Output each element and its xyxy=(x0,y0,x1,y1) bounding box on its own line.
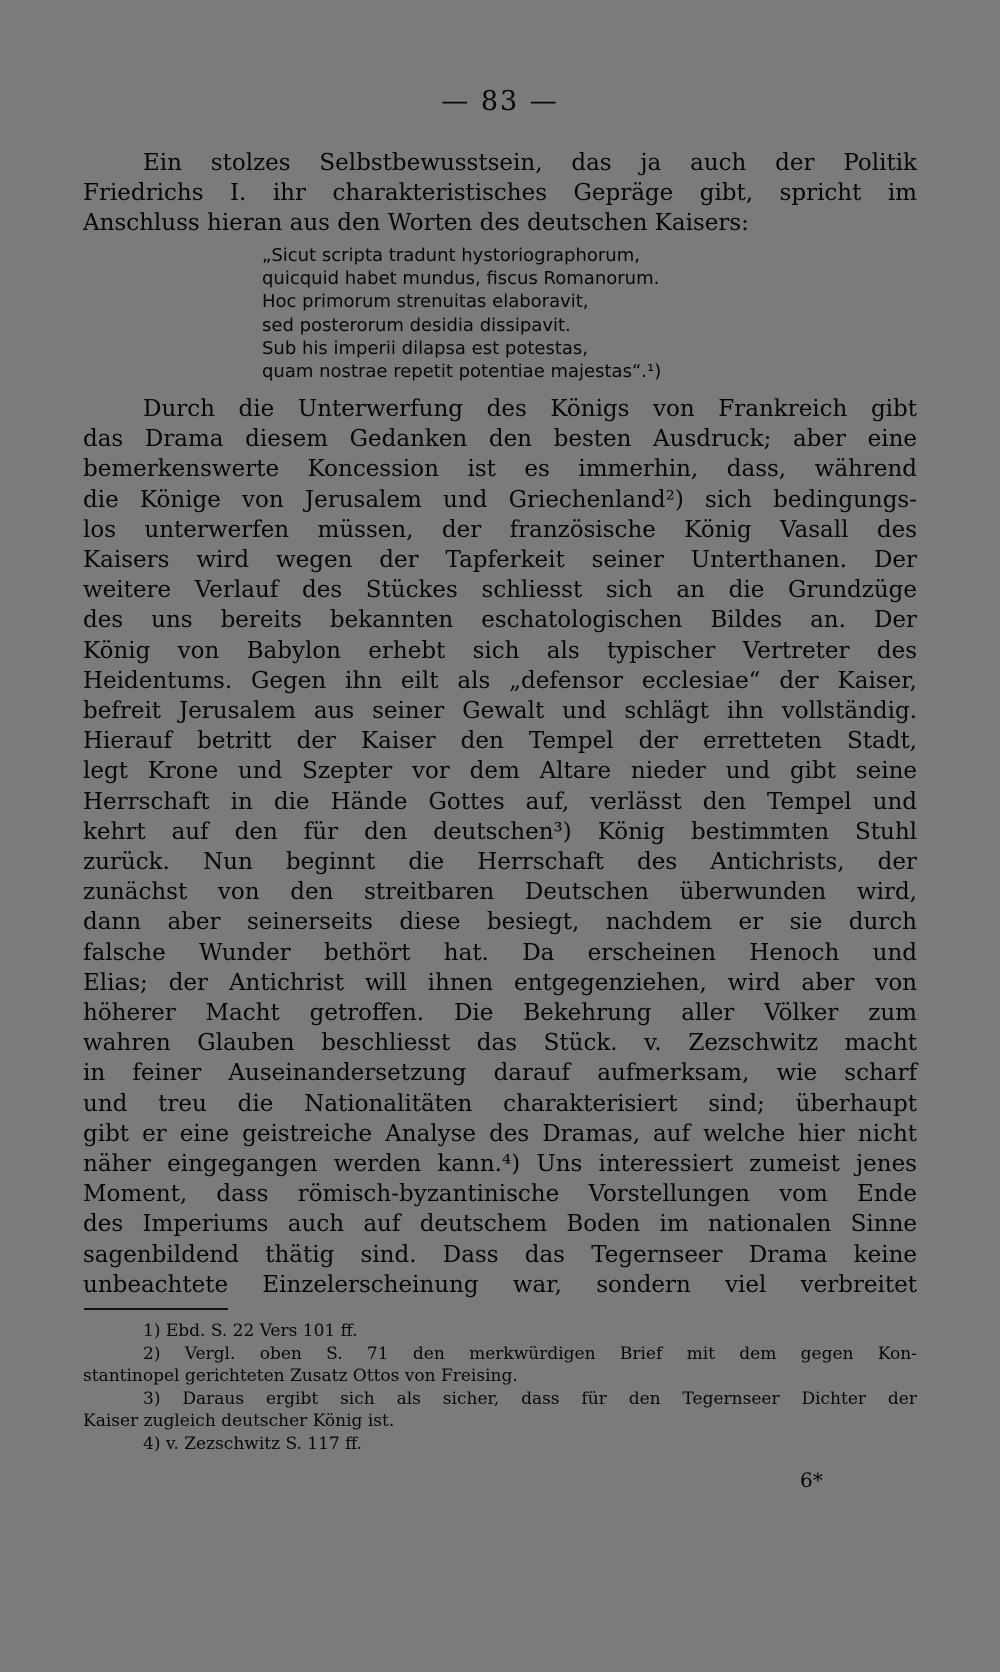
text-line: in feiner Auseinandersetzung darauf aufmerksam, wie scharf xyxy=(83,1060,917,1087)
text-line: das Drama diesem Gedanken den besten Ausdruck; aber eine xyxy=(83,426,917,453)
latin-verse-quote xyxy=(262,244,661,383)
verse-line: sed posterorum desidia dissipavit. xyxy=(262,314,571,336)
footnote: 1) Ebd. S. 22 Vers 101 ff. xyxy=(143,1321,358,1341)
page-number: — 83 — xyxy=(441,86,559,117)
text-line: höherer Macht getroffen. Die Bekehrung aller Völker zum xyxy=(83,1000,917,1027)
text-line: befreit Jerusalem aus seiner Gewalt und schlägt ihn vollständig. xyxy=(83,698,917,725)
verse-line: quicquid habet mundus, fiscus Romanorum. xyxy=(262,268,660,290)
text-line: Kaisers wird wegen der Tapferkeit seiner Unterthanen. Der xyxy=(83,547,917,574)
verse-line: Hoc primorum strenuitas elaboravit, xyxy=(262,291,589,313)
text-line: König von Babylon erhebt sich als typischer Vertreter des xyxy=(83,637,917,664)
signature-mark: 6* xyxy=(800,1468,823,1492)
text-line: Ein stolzes Selbstbewusstsein, das ja auch der Politik xyxy=(143,150,917,176)
text-line: die Könige von Jerusalem und Griechenland²) sich bedingungs- xyxy=(83,486,917,513)
text-line: wahren Glauben beschliesst das Stück. v. Zezschwitz macht xyxy=(83,1030,917,1057)
text-line: dann aber seinerseits diese besiegt, nachdem er sie durch xyxy=(83,909,917,936)
text-line: Heidentums. Gegen ihn eilt als „defensor ecclesiae“ der Kaiser, xyxy=(83,667,917,694)
text-line: näher eingegangen werden kann.⁴) Uns interessiert zumeist jenes xyxy=(83,1151,917,1178)
text-line: legt Krone und Szepter vor dem Altare nieder und gibt seine xyxy=(83,758,917,785)
text-line: zunächst von den streitbaren Deutschen überwunden wird, xyxy=(83,879,917,906)
verse-line: „Sicut scripta tradunt hystoriographorum, xyxy=(262,245,640,266)
text-line: Herrschaft in die Hände Gottes auf, verlässt den Tempel und xyxy=(83,788,917,815)
text-line: sagenbildend thätig sind. Dass das Tegernseer Drama keine xyxy=(83,1241,917,1268)
verse-line: quam nostrae repetit potentiae majestas“.¹) xyxy=(262,361,662,383)
main-paragraph xyxy=(83,394,917,1300)
text-line: Elias; der Antichrist will ihnen entgegenziehen, wird aber von xyxy=(83,969,917,996)
text-line: Friedrichs I. ihr charakteristisches Gepräge gibt, spricht im xyxy=(83,180,917,207)
text-line: bemerkenswerte Koncession ist es immerhin, dass, während xyxy=(83,456,917,483)
text-line: Moment, dass römisch-byzantinische Vorstellungen vom Ende xyxy=(83,1181,917,1208)
footnote-continuation: stantinopel gerichteten Zusatz Ottos von Freising. xyxy=(83,1366,518,1386)
text-line: Hierauf betritt der Kaiser den Tempel der erretteten Stadt, xyxy=(83,728,917,755)
text-line: unbeachtete Einzelerscheinung war, sondern viel verbreitet xyxy=(83,1271,917,1298)
footnote: 2) Vergl. oben S. 71 den merkwürdigen Brief mit dem gegen Kon- xyxy=(143,1343,917,1364)
text-line: Durch die Unterwerfung des Königs von Frankreich gibt xyxy=(143,396,917,422)
text-line: kehrt auf den für den deutschen³) König bestimmten Stuhl xyxy=(83,818,917,845)
footnotes xyxy=(83,1320,917,1455)
text-line: falsche Wunder bethört hat. Da erscheinen Henoch und xyxy=(83,939,917,966)
footnote: 4) v. Zezschwitz S. 117 ff. xyxy=(143,1433,363,1454)
text-line: los unterwerfen müssen, der französische König Vasall des xyxy=(83,516,917,543)
footnote-divider xyxy=(84,1308,228,1310)
footnote-continuation: Kaiser zugleich deutscher König ist. xyxy=(83,1411,395,1431)
text-line: und treu die Nationalitäten charakterisiert sind; überhaupt xyxy=(83,1090,917,1117)
text-line: des uns bereits bekannten eschatologischen Bildes an. Der xyxy=(83,607,917,634)
text-line: gibt er eine geistreiche Analyse des Dramas, auf welche hier nicht xyxy=(83,1120,917,1147)
text-line: weitere Verlauf des Stückes schliesst sich an die Grundzüge xyxy=(83,577,917,604)
text-line: des Imperiums auch auf deutschem Boden im nationalen Sinne xyxy=(83,1211,917,1238)
verse-line: Sub his imperii dilapsa est potestas, xyxy=(262,337,589,359)
text-line: zurück. Nun beginnt die Herrschaft des Antichrists, der xyxy=(83,849,917,876)
text-line: Anschluss hieran aus den Worten des deutschen Kaisers: xyxy=(83,210,749,237)
intro-paragraph xyxy=(83,148,917,239)
footnote: 3) Daraus ergibt sich als sicher, dass für den Tegernseer Dichter der xyxy=(143,1388,917,1409)
